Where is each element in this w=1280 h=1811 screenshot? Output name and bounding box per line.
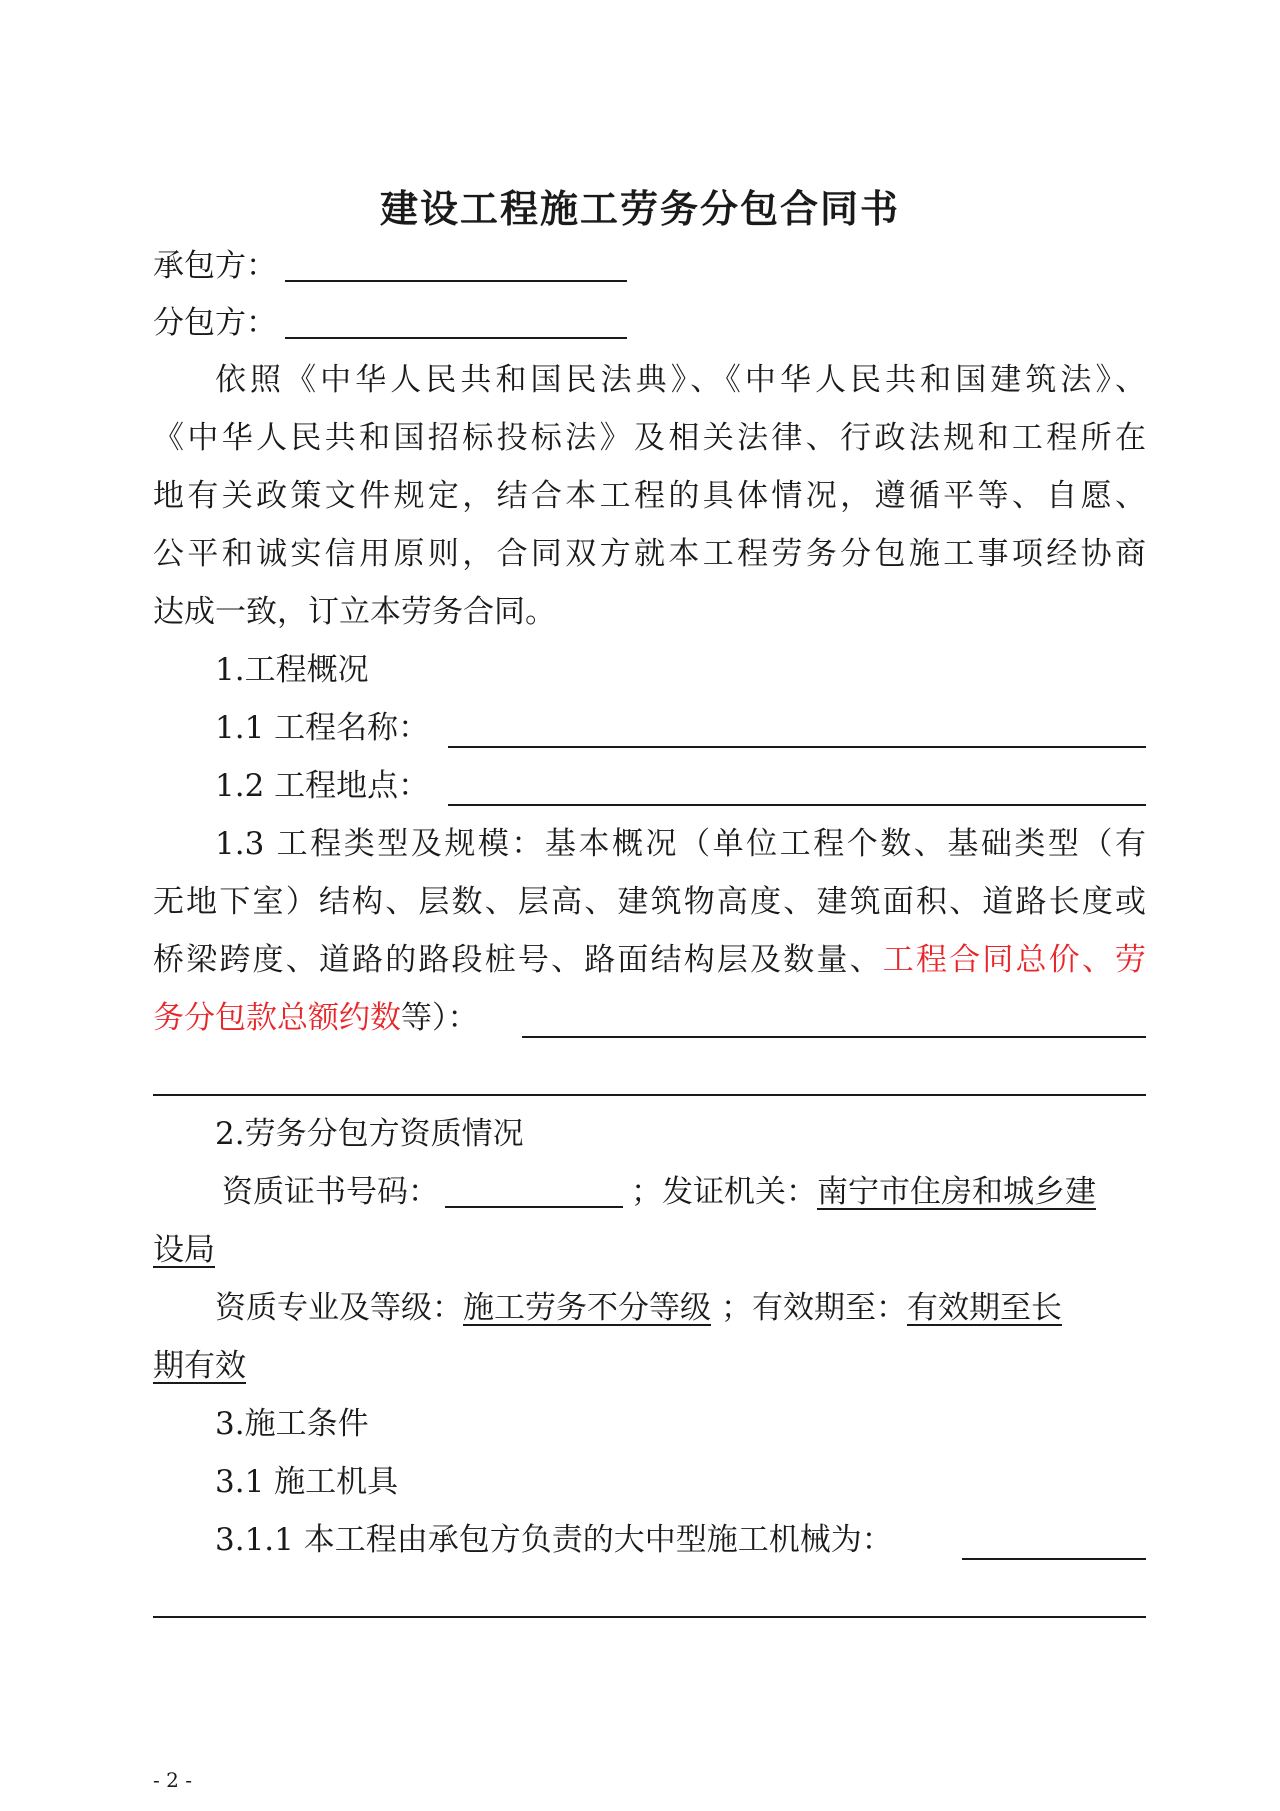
- project-location-blank[interactable]: [448, 804, 1146, 806]
- section-3-heading: 3.施工条件: [215, 1406, 369, 1442]
- machinery-blank-extra[interactable]: [153, 1616, 1146, 1618]
- validity-label: ；有效期至：: [721, 1290, 907, 1326]
- project-scale-line-2: 无地下室）结构、层数、层高、建筑物高度、建筑面积、道路长度或: [153, 884, 1146, 920]
- validity-value: 有效期至长: [907, 1290, 1062, 1326]
- project-scale-line-4: [153, 996, 1146, 1040]
- project-location-label: 1.2 工程地点：: [215, 768, 430, 804]
- grade-label: 资质专业及等级：: [215, 1290, 463, 1326]
- project-scale-blank-extra[interactable]: [153, 1094, 1146, 1096]
- project-location-line: [215, 764, 1146, 808]
- scale-line-4-text: 等）：: [401, 1000, 479, 1036]
- preamble-line-2: 《中华人民共和国招标投标法》及相关法律、行政法规和工程所在: [153, 420, 1146, 456]
- section-1-heading: 1.工程概况: [215, 652, 369, 688]
- contractor-label: 承包方：: [153, 248, 277, 284]
- certificate-line: [222, 1170, 1146, 1214]
- issuer-label: ；发证机关：: [631, 1174, 817, 1210]
- certificate-number-blank[interactable]: [445, 1176, 623, 1208]
- machinery-blank[interactable]: [962, 1558, 1146, 1560]
- machinery-label: 3.1.1 本工程由承包方负责的大中型施工机械为：: [215, 1522, 893, 1558]
- page-number: - 2 -: [153, 1768, 192, 1792]
- project-name-line: [215, 706, 1146, 750]
- scale-line-3-text: 桥梁跨度、道路的路段桩号、路面结构层及数量、: [153, 942, 883, 978]
- scale-line-4-highlight: 务分包款总额约数: [153, 1000, 401, 1036]
- preamble-line-4: 公平和诚实信用原则，合同双方就本工程劳务分包施工事项经协商: [153, 536, 1146, 572]
- grade-value: 施工劳务不分等级: [463, 1290, 711, 1326]
- issuer-value: 南宁市住房和城乡建: [817, 1174, 1096, 1210]
- certificate-label: 资质证书号码：: [222, 1174, 439, 1210]
- issuer-value-continued: 设局: [153, 1232, 215, 1268]
- preamble-line-3: 地有关政策文件规定，结合本工程的具体情况，遵循平等、自愿、: [153, 478, 1146, 514]
- section-2-heading: 2.劳务分包方资质情况: [215, 1116, 524, 1152]
- issuer-continued: [153, 1228, 1146, 1272]
- document-title: 建设工程施工劳务分包合同书: [379, 187, 900, 231]
- contractor-line: [153, 244, 1146, 288]
- contractor-blank[interactable]: [285, 250, 627, 282]
- project-scale-line-3: [153, 938, 1146, 982]
- project-name-blank[interactable]: [448, 746, 1146, 748]
- preamble-line-5: 达成一致，订立本劳务合同。: [153, 594, 556, 630]
- grade-line: [215, 1286, 1146, 1330]
- section-3-1-heading: 3.1 施工机具: [215, 1464, 399, 1500]
- machinery-line: [215, 1518, 1146, 1562]
- subcontractor-label: 分包方：: [153, 305, 277, 341]
- validity-value-continued: 期有效: [153, 1348, 246, 1384]
- project-name-label: 1.1 工程名称：: [215, 710, 430, 746]
- subcontractor-blank[interactable]: [285, 307, 627, 339]
- validity-continued: [153, 1344, 1146, 1388]
- preamble-line-1: 依照《中华人民共和国民法典》、《中华人民共和国建筑法》、: [215, 362, 1146, 398]
- project-scale-line-1: 1.3 工程类型及规模：基本概况（单位工程个数、基础类型（有: [215, 826, 1146, 862]
- subcontractor-line: [153, 301, 1146, 345]
- project-scale-blank[interactable]: [522, 1036, 1146, 1038]
- scale-line-3-highlight: 工程合同总价、劳: [882, 942, 1147, 978]
